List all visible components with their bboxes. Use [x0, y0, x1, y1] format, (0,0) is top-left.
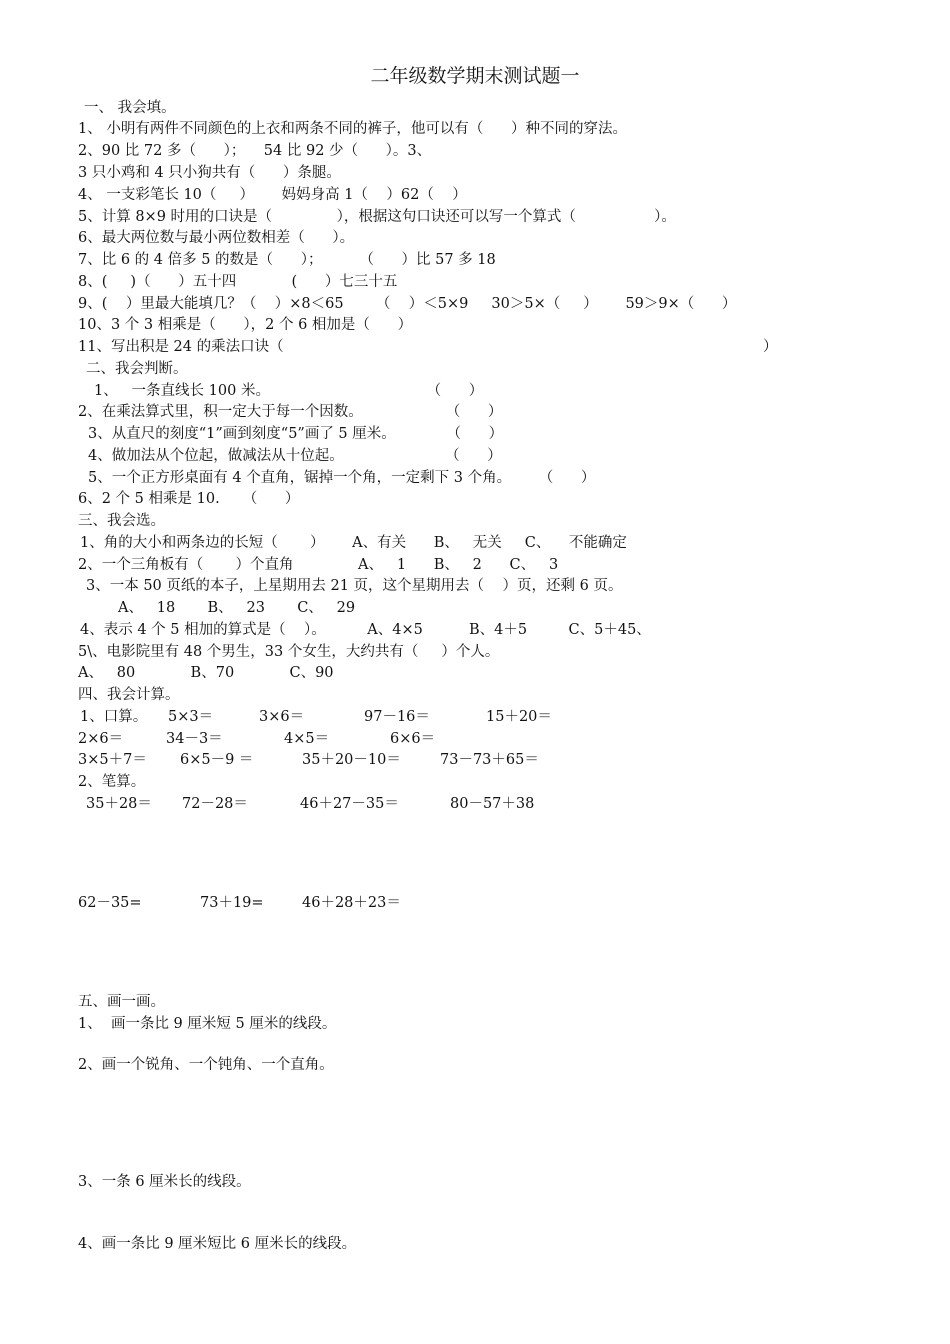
question-2-3: 3、从直尺的刻度“1”画到刻度“5”画了 5 厘米。 （ ）: [88, 426, 504, 442]
question-2-4: 4、做加法从个位起，做减法从十位起。 （ ）: [88, 448, 502, 464]
subsection-written-calc: 2、笔算。: [78, 774, 146, 790]
calc-r1-c4: 15＋20＝: [486, 709, 552, 725]
question-1-6: 6、最大两位数与最小两位数相差（ ）。: [78, 230, 355, 246]
question-3-2: 2、一个三角板有（ ）个直角 A、 1 B、 2 C、 3: [78, 557, 559, 573]
calc-r4-c1: 35＋28＝: [86, 796, 152, 812]
question-1-7: 7、比 6 的 4 倍多 5 的数是（ ）； （ ）比 57 多 18: [78, 252, 496, 268]
question-1-11: 11、写出积是 24 的乘法口诀（ ）: [78, 339, 778, 355]
question-5-3: 3、一条 6 厘米长的线段。: [78, 1174, 251, 1190]
question-2-2: 2、在乘法算式里，积一定大于每一个因数。 （ ）: [78, 404, 503, 420]
calc-r1-c1: 5×3＝: [168, 709, 214, 725]
question-5-1: 1、 画一条比 9 厘米短 5 厘米的线段。: [78, 1016, 337, 1032]
calc-r2-c2: 34－3＝: [166, 731, 223, 747]
calc-r5-c3: 46＋28＋23＝: [302, 895, 401, 911]
question-1-1: 1、 小明有两件不同颜色的上衣和两条不同的裤子，他可以有（ ）种不同的穿法。: [78, 121, 627, 137]
question-5-4: 4、画一条比 9 厘米短比 6 厘米长的线段。: [78, 1236, 357, 1252]
section-5-heading: 五、画一画。: [78, 994, 165, 1010]
question-1-5: 5、计算 8×9 时用的口诀是（ ），根据这句口诀还可以写一个算式（ ）。: [78, 209, 676, 225]
question-3-1: 1、角的大小和两条边的长短（ ） A、有关 B、 无关 C、 不能确定: [80, 535, 627, 551]
question-1-4: 4、 一支彩笔长 10（ ） 妈妈身高 1（ ）62（ ）: [78, 187, 467, 203]
question-1-2: 2、90 比 72 多（ ）； 54 比 92 少（ ）。3、: [78, 143, 432, 159]
question-3-4: 4、表示 4 个 5 相加的算式是（ ）。 A、4×5 B、4＋5 C、5＋45、: [80, 622, 651, 638]
question-5-2: 2、画一个锐角、一个钝角、一个直角。: [78, 1057, 334, 1073]
section-1-heading: 一、 我会填。: [84, 100, 176, 116]
page-title: 二年级数学期末测试题一: [370, 65, 580, 87]
calc-r1-c2: 3×6＝: [259, 709, 305, 725]
section-3-heading: 三、我会选。: [78, 513, 165, 529]
question-1-10: 10、3 个 3 相乘是（ ），2 个 6 相加是（ ）: [78, 317, 413, 333]
calc-r2-c4: 6×6＝: [390, 731, 436, 747]
question-1-9: 9、( ）里最大能填几？（ ）×8＜65 （ ）＜5×9 30＞5×（ ） 59＞9×（ ）: [78, 296, 737, 312]
calc-r5-c2: 73＋19=: [200, 895, 264, 911]
section-4-heading: 四、我会计算。: [78, 687, 180, 703]
calc-r2-c3: 4×5＝: [284, 731, 330, 747]
section-2-heading: 二、我会判断。: [86, 361, 188, 377]
subsection-mental-math: 1、口算。: [80, 709, 148, 725]
calc-r3-c1: 3×5＋7＝: [78, 752, 147, 768]
calc-r5-c1: 62－35=: [78, 895, 142, 911]
calc-r3-c2: 6×5－9 ＝: [180, 752, 254, 768]
calc-r4-c2: 72－28＝: [182, 796, 248, 812]
question-2-5: 5、一个正方形桌面有 4 个直角，锯掉一个角，一定剩下 3 个角。 （ ）: [88, 470, 596, 486]
question-1-8: 8、( )（ ）五十四 ( ）七三十五: [78, 274, 398, 290]
calc-r2-c1: 2×6＝: [78, 731, 124, 747]
calc-r1-c3: 97－16＝: [364, 709, 430, 725]
calc-r4-c3: 46＋27－35＝: [300, 796, 399, 812]
question-2-6: 6、2 个 5 相乘是 10. （ ）: [78, 491, 300, 507]
calc-r3-c3: 35＋20－10＝: [302, 752, 401, 768]
question-3-3-options: A、 18 B、 23 C、 29: [118, 600, 356, 616]
question-1-3: 3 只小鸡和 4 只小狗共有（ ）条腿。: [78, 165, 341, 181]
calc-r3-c4: 73－73＋65＝: [440, 752, 539, 768]
question-3-5-options: A、 80 B、70 C、90: [78, 665, 334, 681]
question-2-1: 1、 一条直线长 100 米。 （ ）: [94, 383, 484, 399]
question-3-3: 3、一本 50 页纸的本子，上星期用去 21 页，这个星期用去（ ）页，还剩 6 页。: [86, 578, 623, 594]
question-3-5: 5\、电影院里有 48 个男生，33 个女生，大约共有（ ）个人。: [78, 644, 500, 660]
calc-r4-c4: 80－57＋38: [450, 796, 535, 812]
